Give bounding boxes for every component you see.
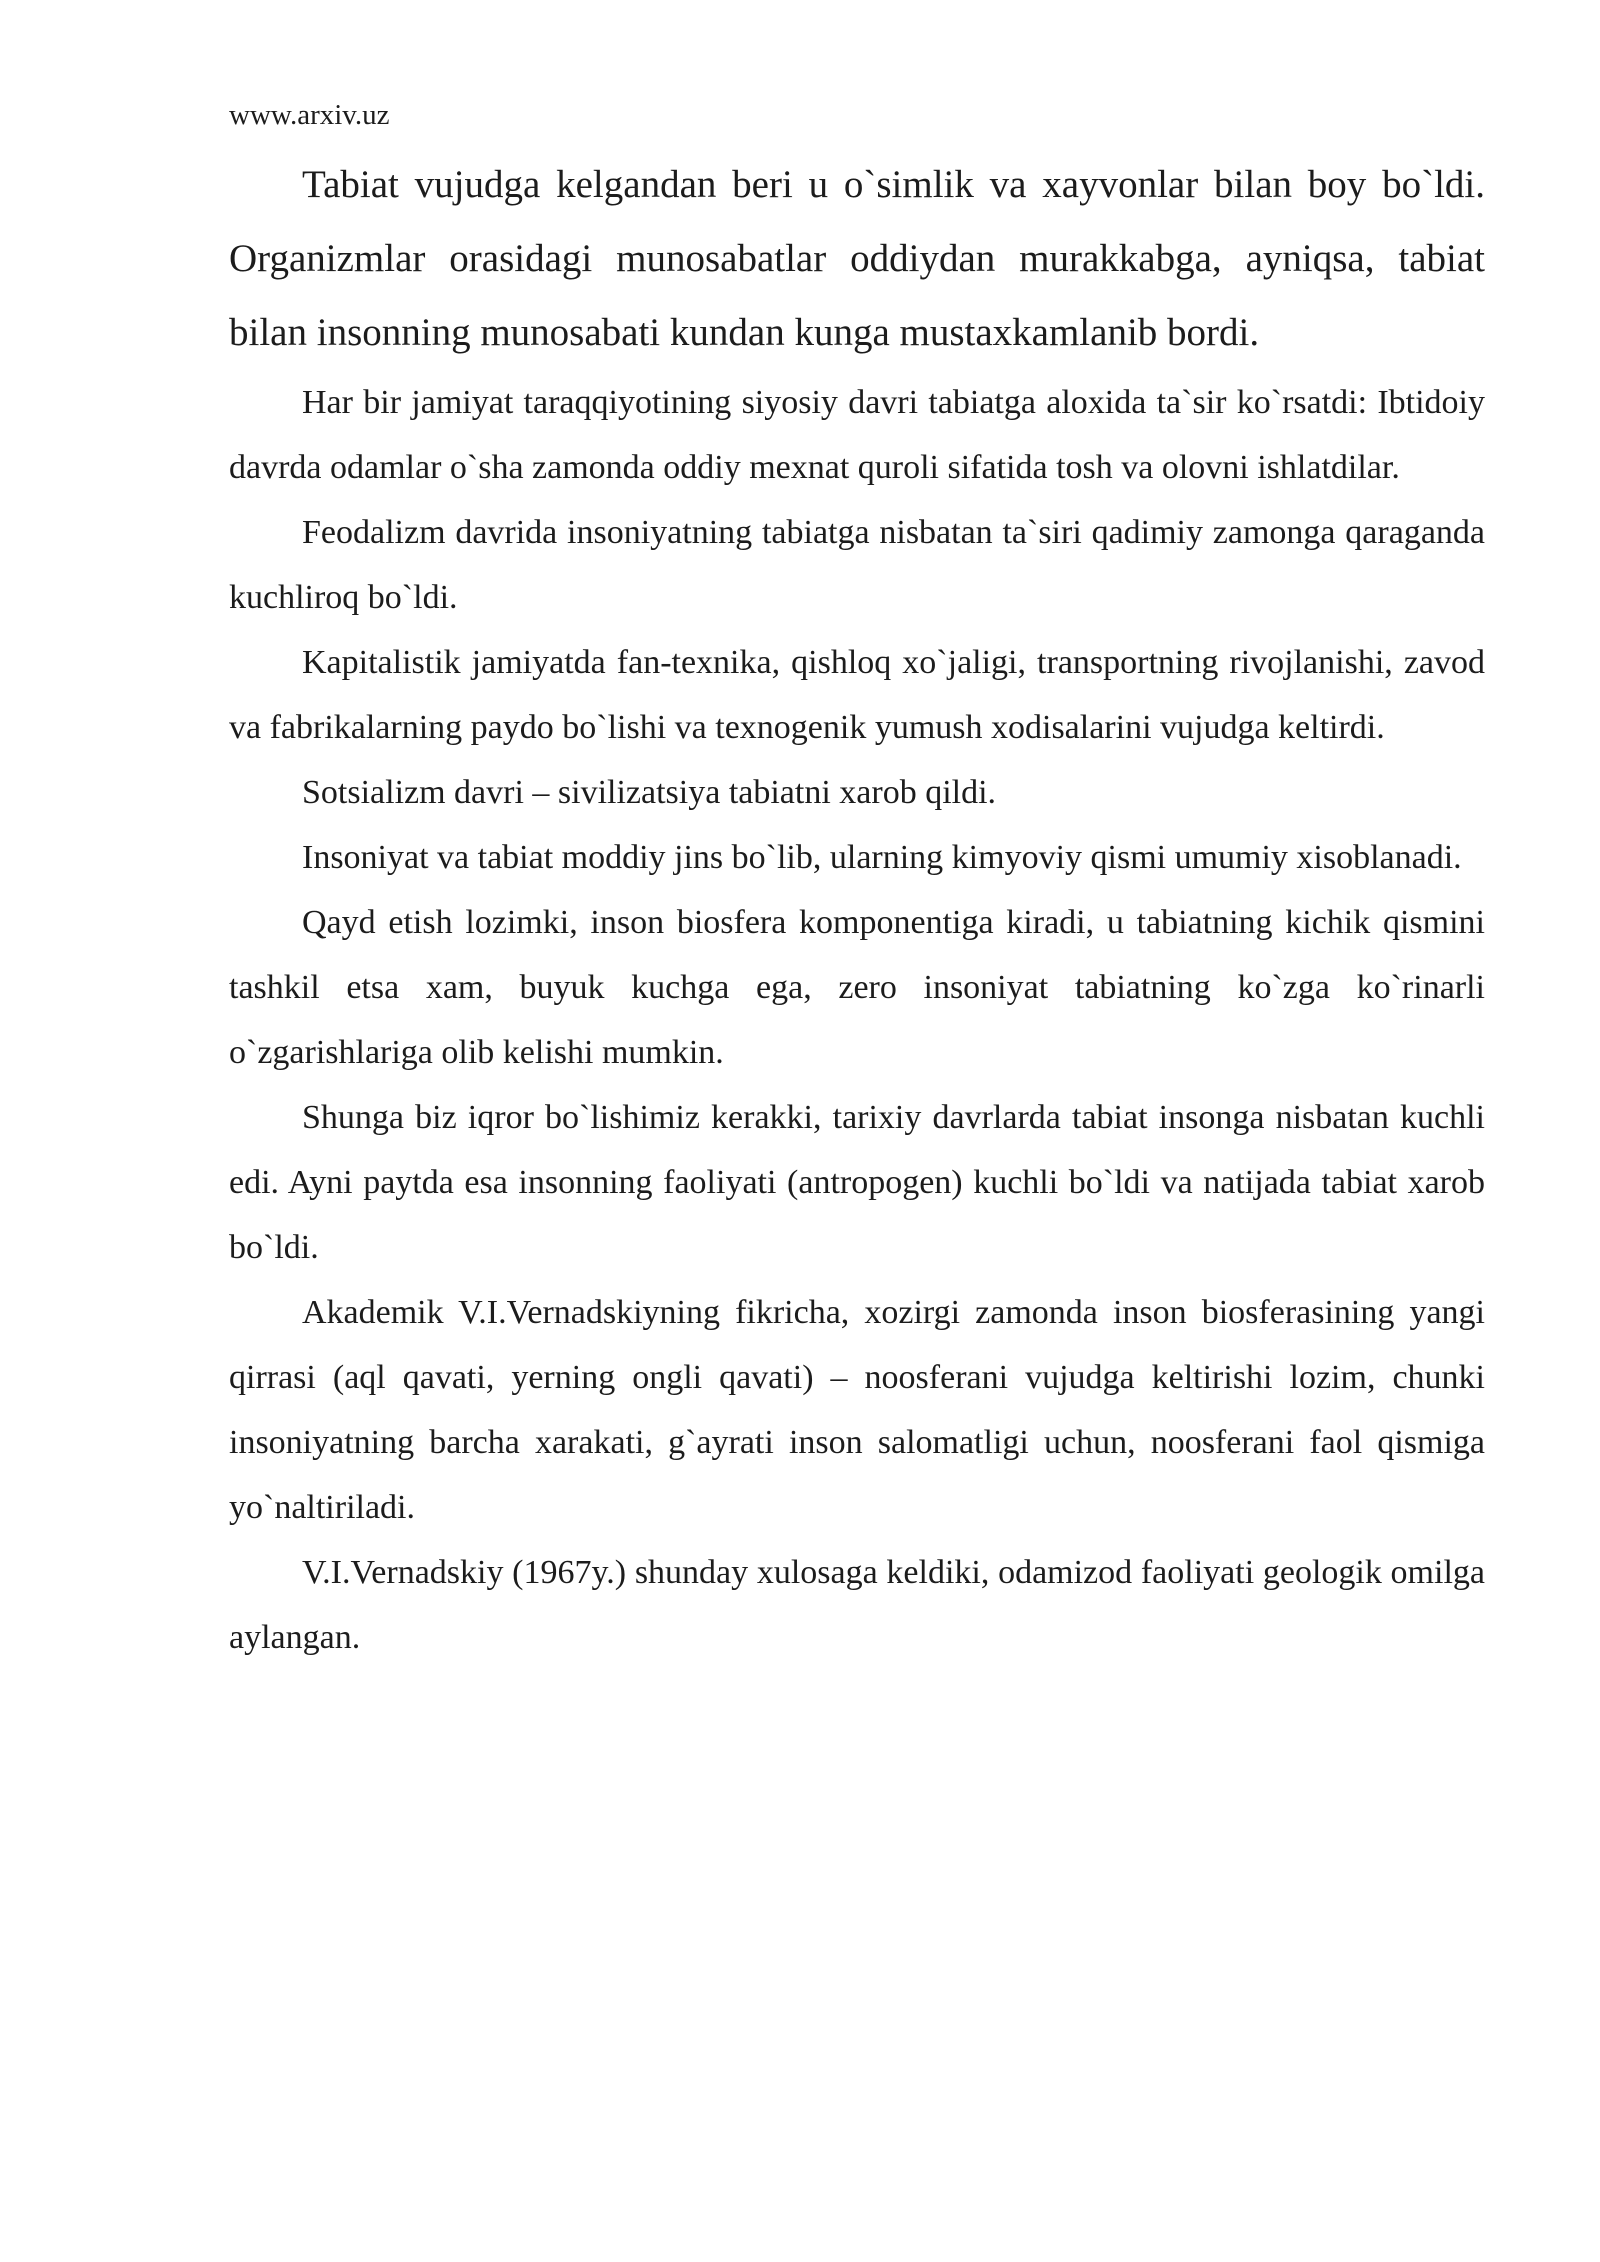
paragraph-intro: Tabiat vujudga kelgandan beri u o`simlik va xayvonlar bilan boy bo`ldi. Organizmlar orasidagi munosabatlar oddiydan murakkabga, ayniqsa, tabiat bilan insonning munosabati kundan kunga mustaxkamlanib bordi. — [229, 163, 1485, 354]
paragraph-society-development: Har bir jamiyat taraqqiyotining siyosiy davri tabiatga aloxida ta`sir ko`rsatdi: Ibtidoiy davrda odamlar o`sha zamonda oddiy mexnat quroli sifatida tosh va olovni ishlatdilar. — [229, 384, 1485, 486]
paragraph-socialism: Sotsializm davri – sivilizatsiya tabiatni xarob qildi. — [302, 774, 997, 811]
body-text — [229, 148, 1485, 1670]
paragraph-biosphere: Qayd etish lozimki, inson biosfera komponentiga kiradi, u tabiatning kichik qismini tashkil etsa xam, buyuk kuchga ega, zero insoniyat tabiatning ko`zga ko`rinarli o`zgarishlariga olib kelishi mumkin. — [229, 904, 1485, 1071]
paragraph-vernadsky-conclusion: V.I.Vernadskiy (1967y.) shunday xulosaga keldiki, odamizod faoliyati geologik omilga aylangan. — [229, 1554, 1485, 1656]
paragraph-feudalism: Feodalizm davrida insoniyatning tabiatga nisbatan ta`siri qadimiy zamonga qaraganda kuchliroq bo`ldi. — [229, 514, 1485, 616]
paragraph-vernadsky-noosphere: Akademik V.I.Vernadskiyning fikricha, xozirgi zamonda inson biosferasining yangi qirrasi (aql qavati, yerning ongli qavati) – noosferani vujudga keltirishi lozim, chunki insoniyatning barcha xarakati, g`ayrati inson salomatligi uchun, noosferani faol qismiga yo`naltiriladi. — [229, 1294, 1485, 1526]
paragraph-humanity-nature: Insoniyat va tabiat moddiy jins bo`lib, ularning kimyoviy qismi umumiy xisoblanadi. — [302, 839, 1462, 876]
site-url-header: www.arxiv.uz — [229, 99, 390, 131]
paragraph-capitalism: Kapitalistik jamiyatda fan-texnika, qishloq xo`jaligi, transportning rivojlanishi, zavod va fabrikalarning paydo bo`lishi va texnogenik yumush xodisalarini vujudga keltirdi. — [229, 644, 1485, 746]
paragraph-historical-periods: Shunga biz iqror bo`lishimiz kerakki, tarixiy davrlarda tabiat insonga nisbatan kuchli edi. Ayni paytda esa insonning faoliyati (antropogen) kuchli bo`ldi va natijada tabiat xarob bo`ldi. — [229, 1099, 1485, 1266]
